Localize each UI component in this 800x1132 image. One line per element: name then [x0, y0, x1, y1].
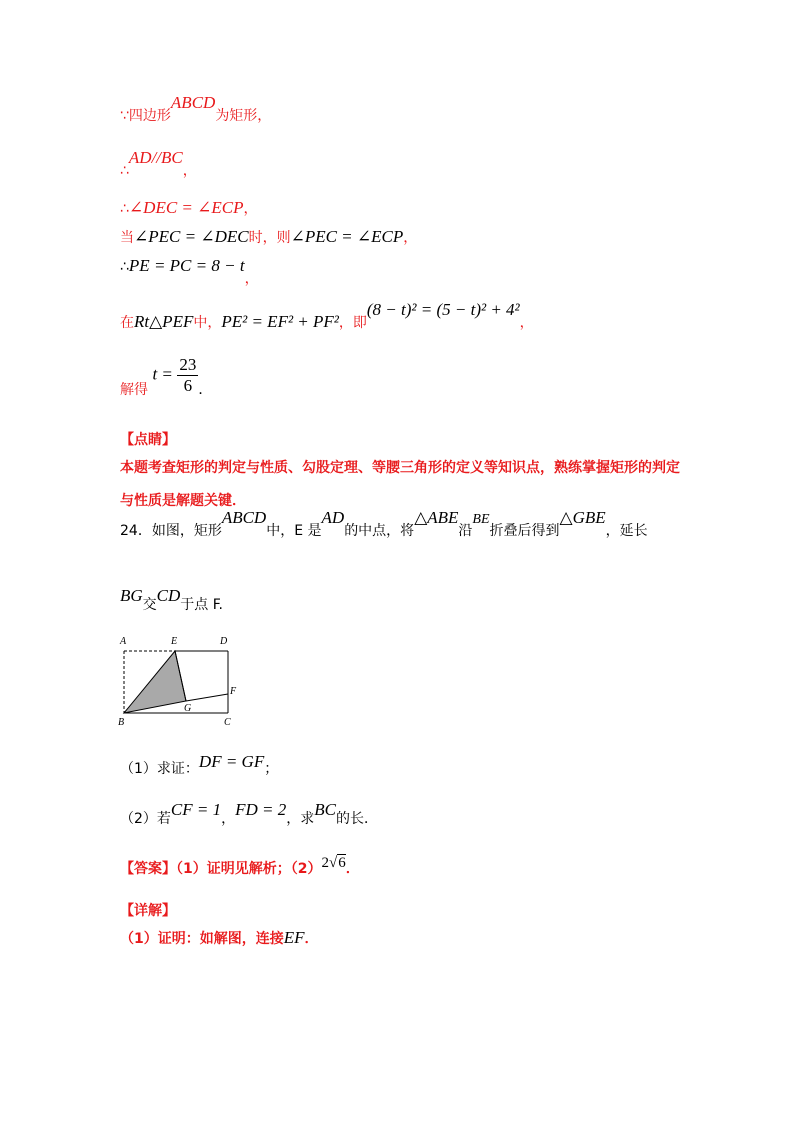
label-e: E [171, 636, 178, 647]
text: ， [519, 315, 534, 331]
math: PE = PC = 8 − t [128, 256, 245, 275]
text: ，延长 [605, 523, 648, 539]
text: 当 [120, 230, 134, 246]
solution-line-4 [120, 227, 417, 247]
text: ∴ [120, 163, 129, 179]
text: （1）证明：如解图，连接 [120, 931, 284, 947]
comment-body: 本题考查矩形的判定与性质、勾股定理、等腰三角形的定义等知识点，熟练掌握矩形的判定与性质是解题关键． [120, 460, 680, 509]
label-c: C [224, 717, 231, 728]
math: ABCD [170, 93, 216, 112]
detail-line [120, 928, 319, 948]
math: ABCD [221, 508, 267, 527]
label-b: B [118, 717, 125, 728]
segment-gf [186, 694, 228, 701]
text: 中， [193, 315, 222, 331]
detail-heading: 【详解】 [120, 903, 176, 919]
text: ． [345, 861, 360, 877]
solution-line-7 [120, 355, 212, 396]
sqrt-expression: 2√6 [321, 855, 346, 871]
coef: 2 [321, 855, 329, 871]
denominator: 6 [183, 376, 193, 395]
radicand: 6 [338, 855, 346, 871]
numerator: 23 [179, 355, 197, 374]
text: ， [182, 163, 197, 179]
text: ，求 [286, 811, 315, 827]
math: AD [321, 508, 345, 527]
fraction [177, 355, 198, 396]
solution-line-2 [120, 148, 197, 180]
text: 在 [120, 315, 134, 331]
text: 于点 F. [180, 597, 224, 613]
text: ， [244, 271, 259, 287]
text: ， [243, 201, 258, 217]
math: FD = 2 [235, 800, 287, 819]
text: 解得 [120, 381, 148, 398]
math: t = [152, 364, 173, 384]
q24-line-1 [120, 508, 648, 540]
math: EF [283, 928, 305, 947]
math: △ABE [414, 508, 459, 527]
text: （1）求证： [120, 761, 199, 777]
text: 沿 [458, 523, 473, 539]
rectangle-figure [116, 632, 242, 732]
label-a: A [120, 636, 127, 647]
text: 交 [142, 597, 157, 613]
solution-line-5 [120, 256, 259, 287]
text: ，即 [338, 315, 367, 331]
math: Rt△PEF [134, 312, 194, 331]
text: 为矩形， [215, 108, 272, 124]
math: ∠PEC = ∠DEC [134, 227, 249, 246]
math: BE [472, 512, 490, 527]
text: 的中点，将 [344, 523, 415, 539]
text: 24．如图，矩形 [120, 523, 222, 539]
math: CD [156, 586, 181, 605]
text: ∴ [120, 259, 129, 275]
text: 中，E 是 [266, 523, 322, 539]
math: ∠DEC = ∠ECP [128, 198, 244, 217]
text: ， [221, 811, 236, 827]
q24-line-2 [120, 586, 224, 613]
math: BC [314, 800, 336, 819]
text: 时，则 [248, 230, 291, 246]
solution-line-6 [120, 300, 534, 332]
text: ； [264, 761, 279, 777]
label-d: D [220, 636, 228, 647]
comment-heading: 【点睛】 [120, 432, 176, 448]
answer-text: （1）证明见解析；（2） [176, 861, 322, 877]
math: △GBE [559, 508, 606, 527]
q24-sub-2 [120, 800, 378, 827]
math: AD//BC [128, 148, 183, 167]
math: (8 − t)² = (5 − t)² + 4² [366, 300, 520, 319]
text: 折叠后得到 [489, 523, 560, 539]
text: ∴ [120, 201, 129, 217]
text: ． [304, 931, 319, 947]
text: （2）若 [120, 811, 171, 827]
answer-label: 【答案】 [120, 861, 176, 877]
math: ∠PEC = ∠ECP [290, 227, 404, 246]
label-f: F [230, 686, 237, 697]
math: DF = GF [198, 752, 265, 771]
answer-line [120, 855, 360, 878]
math: BG [120, 586, 143, 605]
math: PE² = EF² + PF² [221, 312, 339, 331]
solution-line-3 [120, 198, 258, 218]
text: ， [403, 230, 418, 246]
solution-line-1 [120, 93, 272, 125]
text: 的长． [336, 811, 378, 827]
math: CF = 1 [170, 800, 222, 819]
label-g: G [184, 703, 192, 714]
text: ∵四边形 [120, 108, 171, 124]
q24-sub-1 [120, 752, 279, 777]
text: ． [198, 381, 213, 398]
